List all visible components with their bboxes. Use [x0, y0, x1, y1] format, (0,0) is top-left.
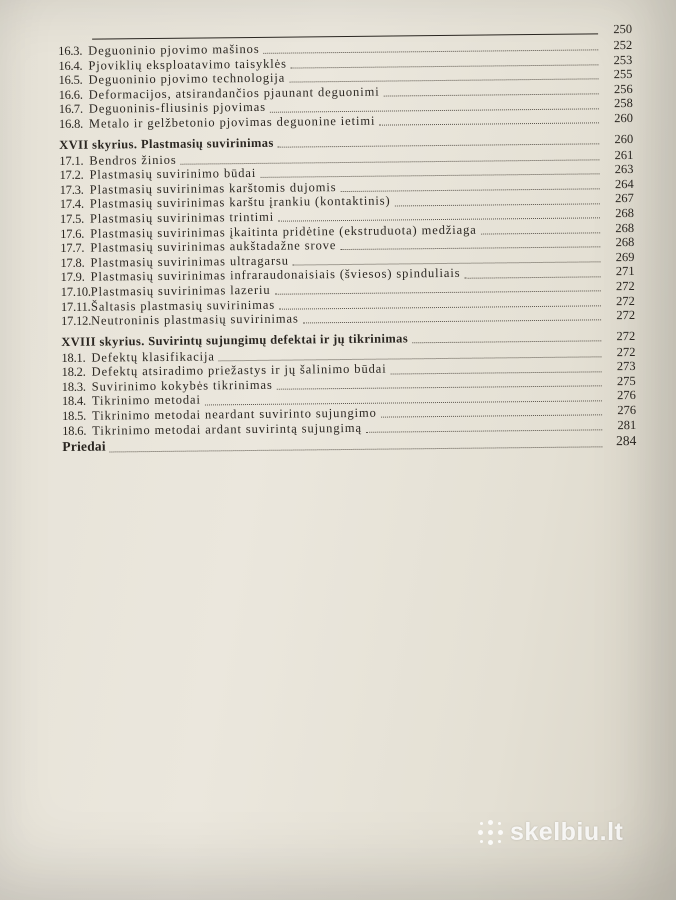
chapter-title: Plastmasių suvirinimas: [140, 135, 274, 151]
leader-dots: [110, 438, 603, 453]
section-title: Tikrinimo metodai neardant suvirinto sujungimo: [91, 405, 377, 423]
page-number: 269: [615, 249, 635, 264]
section-number: 17.1.: [59, 153, 84, 168]
leader-dots: [366, 420, 602, 432]
leader-dots: [278, 209, 600, 222]
leader-dots: [270, 99, 599, 112]
section-title: Plastmasių suvirinimas trintimi: [89, 209, 275, 226]
section-number: 18.3.: [61, 379, 86, 394]
page-number: 272: [616, 308, 636, 323]
page-number: 267: [614, 191, 634, 206]
page-number: 268: [615, 205, 635, 221]
section-number: 17.7.: [60, 240, 85, 256]
chapter-roman: XVII: [59, 137, 89, 152]
leader-dots: [277, 376, 602, 389]
page-number: 255: [613, 67, 633, 82]
leader-dots: [464, 267, 600, 278]
section-title: Deformacijos, atsirandančios pjaunant deguonimi: [88, 84, 380, 102]
section-title: Deguoninio pjovimo mašinos: [88, 41, 260, 58]
leader-dots: [274, 282, 600, 295]
section-title: Plastmasių suvirinimas aukštadažne srove: [90, 238, 337, 255]
section-number: 17.11.: [60, 299, 91, 314]
appendix-row: [62, 434, 636, 456]
page-number: 273: [616, 359, 636, 374]
section-title: Plastmasių suvirinimas lazeriu: [90, 282, 271, 299]
section-title: Suvirinimo kokybės tikrinimas: [91, 377, 273, 394]
section-title: Bendros žinios: [89, 152, 177, 168]
leader-dots: [279, 296, 601, 309]
leader-dots: [260, 165, 599, 179]
leader-dots: [293, 252, 601, 265]
section-number: 16.8.: [58, 116, 84, 131]
page-number: 271: [615, 264, 635, 279]
page-number: 284: [616, 433, 637, 449]
section-number: 16.6.: [58, 87, 83, 102]
section-title: Šaltasis plastmasių suvirinimas: [90, 297, 276, 314]
section-number: 18.6.: [62, 423, 87, 438]
page-number: 276: [617, 388, 636, 403]
section-title: Neutroninis plastmasių suvirinimas: [90, 311, 299, 328]
page-number: 268: [615, 235, 635, 250]
leader-dots: [340, 238, 600, 251]
chapter-roman: XVIII: [61, 334, 97, 349]
section-number: 17.3.: [59, 182, 84, 197]
section-number: 17.5.: [59, 211, 85, 226]
section-title: Plastmasių suvirinimas įkaitinta pridėtine (ekstruduota) medžiaga: [90, 222, 477, 241]
section-number: 17.12.: [60, 313, 92, 329]
page-number: 258: [613, 96, 633, 111]
chapter-word: skyrius.: [92, 136, 138, 152]
page-number: 263: [614, 162, 634, 177]
section-number: 18.1.: [61, 350, 86, 365]
section-number: 16.7.: [58, 102, 83, 117]
section-title: Deguoninis-fliusinis pjovimas: [88, 100, 267, 117]
section-title: Plastmasių suvirinimas ultragarsu: [90, 253, 289, 270]
watermark: [478, 818, 623, 847]
section-16-list: [58, 38, 633, 132]
section-18-list: [61, 345, 636, 439]
section-number: 17.10.: [60, 284, 91, 299]
leader-dots: [278, 134, 600, 147]
section-title: Metalo ir gelžbetonio pjovimas deguonine ietimi: [88, 113, 376, 131]
page-number: 281: [617, 417, 637, 432]
page-number: 252: [613, 37, 633, 53]
section-title: Defektų klasifikacija: [91, 349, 215, 365]
leader-dots: [481, 223, 601, 234]
leader-dots: [303, 311, 601, 324]
leader-dots: [263, 41, 598, 55]
leader-line: [92, 27, 598, 39]
section-title: Plastmasių suvirinimas infraraudonaisiais (šviesos) spinduliais: [90, 266, 461, 284]
section-title: Tikrinimo metodai: [91, 392, 201, 409]
leader-dots: [383, 84, 598, 96]
page-number: 272: [616, 344, 636, 359]
section-17-list: [59, 148, 635, 329]
chapter-word: skyrius.: [99, 333, 145, 349]
section-title: Plastmasių suvirinimas karštomis dujomis: [89, 179, 337, 197]
page-number: 250: [613, 21, 633, 37]
section-number: 17.6.: [60, 226, 85, 241]
page-number: 272: [616, 328, 636, 343]
page-number: 272: [615, 278, 635, 294]
leader-dots: [395, 194, 600, 206]
section-number: 17.8.: [60, 255, 85, 270]
page-number: 275: [616, 373, 636, 389]
section-title: Pjoviklių eksploatavimo taisyklės: [88, 56, 287, 73]
page-number: 256: [613, 81, 633, 96]
watermark-text: skelbiu.lt: [510, 818, 624, 846]
page-number: 260: [614, 110, 634, 126]
section-number: 16.3.: [58, 43, 83, 58]
table-of-contents: [58, 22, 636, 456]
leader-dots: [390, 362, 601, 374]
section-number: 17.9.: [60, 270, 85, 285]
appendix-title: Priedai: [62, 438, 106, 455]
section-title: Plastmasių suvirinimas karštu įrankiu (kontaktinis): [89, 193, 391, 212]
section-title: Deguoninio pjovimo technologija: [88, 70, 286, 87]
leader-dots: [289, 70, 598, 83]
leader-dots: [340, 179, 599, 192]
section-number: 18.4.: [61, 394, 86, 409]
page-number: 264: [614, 176, 634, 191]
section-title: Tikrinimo metodai ardant suvirintą sujungimą: [92, 420, 362, 438]
leader-dots: [291, 55, 599, 68]
leader-dots: [412, 331, 601, 343]
watermark-dots-icon: [478, 820, 504, 846]
leader-dots: [379, 114, 599, 126]
section-number: 16.4.: [58, 58, 83, 73]
section-number: 18.5.: [61, 408, 87, 424]
section-title: Defektų atsiradimo priežastys ir jų šalinimo būdai: [91, 361, 387, 379]
page-number: 268: [615, 220, 635, 235]
section-number: 18.2.: [61, 365, 86, 380]
chapter-title: Suvirintų sujungimų defektai ir jų tikrinimas: [148, 331, 409, 348]
section-number: 16.5.: [58, 72, 83, 88]
page-number: 260: [614, 131, 634, 146]
page-number: 253: [613, 52, 633, 67]
section-number: 17.2.: [59, 167, 84, 183]
page-number: 276: [617, 403, 637, 418]
section-number: 17.4.: [59, 197, 84, 212]
section-title: Plastmasių suvirinimo būdai: [89, 166, 257, 182]
leader-dots: [381, 406, 602, 418]
page-number: 272: [616, 293, 635, 308]
page-number: 261: [614, 147, 634, 162]
